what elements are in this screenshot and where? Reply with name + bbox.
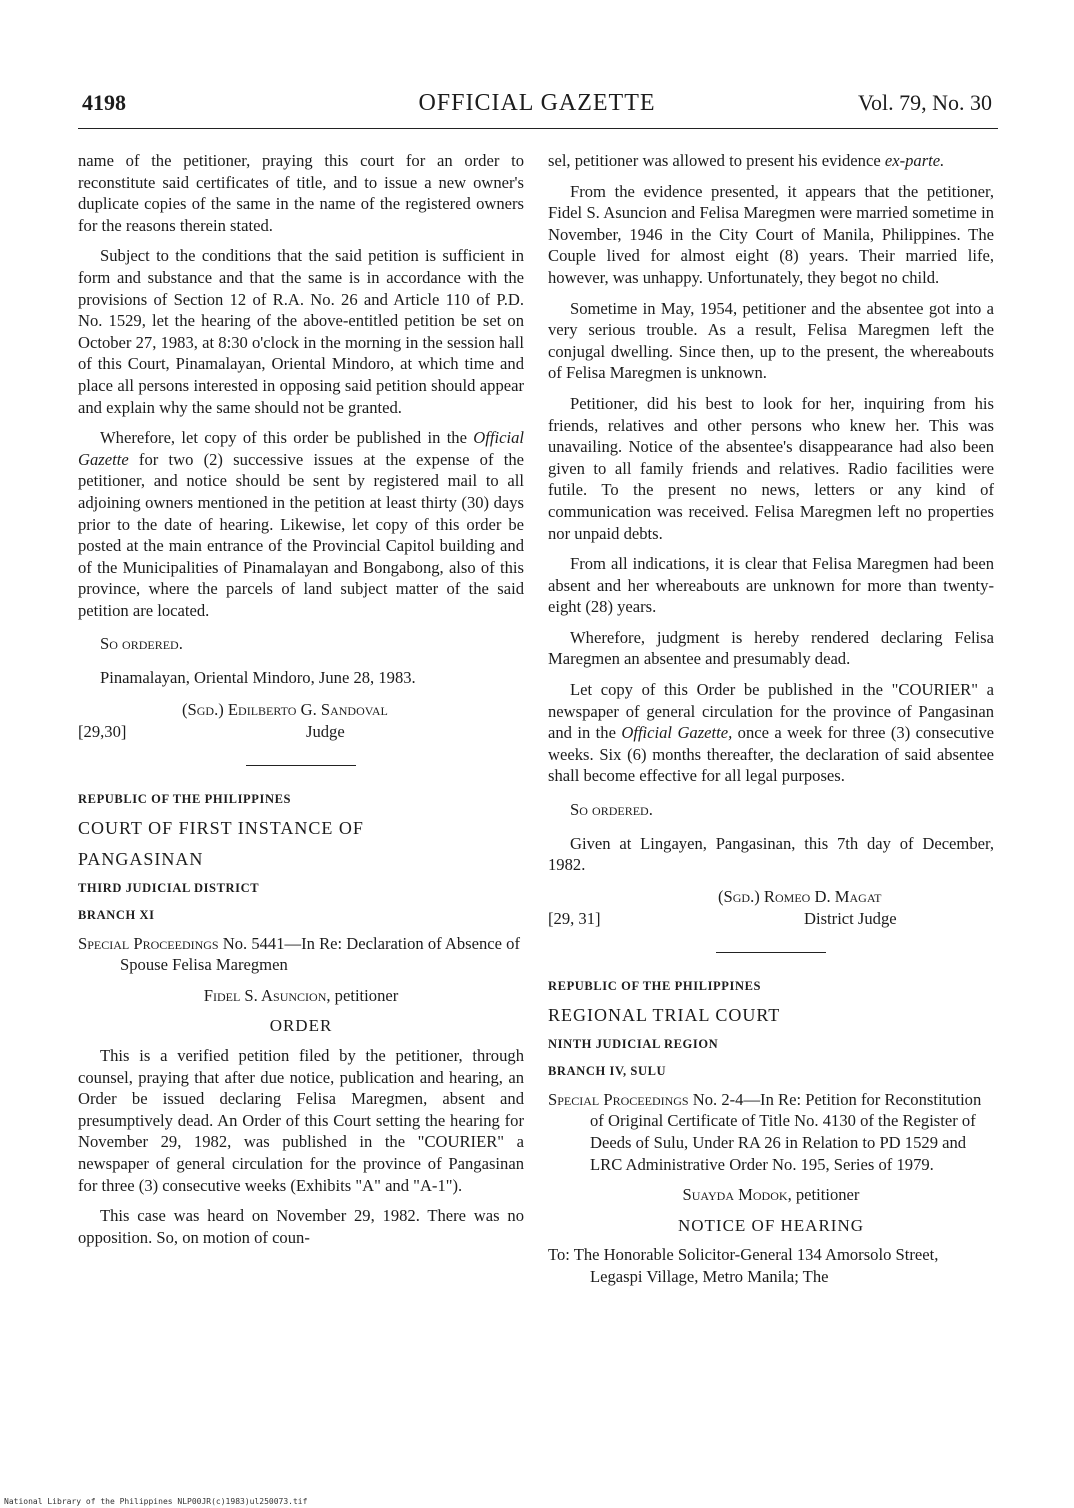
signatory-title: District Judge (804, 908, 897, 928)
paragraph: From all indications, it is clear that Felisa Maregmen had been absent and her whereabouts are unknown for more than twenty-eight (28) years. (548, 554, 994, 617)
page-number: 4198 (82, 90, 126, 115)
section-divider (246, 765, 356, 766)
paragraph: Let copy of this Order be published in the "COURIER" a newspaper of general circulation for the province of Pangasinan and in the Official Gazette, once a week for three (3) consecutive weeks. Six (6) months thereafter, the declaration of said absentee shall become effective for all legal purposes. (548, 680, 994, 786)
given-line: Given at Lingayen, Pangasinan, this 7th day of December, 1982. (548, 833, 994, 875)
case-caption: Special Proceedings No. 2-4—In Re: Petition for Reconstitution of Original Certificate of Title No. 4130 of the Register of Deeds of Sulu, Under RA 26 in Relation to PD 1529 and LRC Administrative Order No. 195, Series of 1979. (548, 1089, 982, 1174)
court-heading: PANGASINAN (78, 848, 204, 869)
place-date: Pinamalayan, Oriental Mindoro, June 28, 1983. (100, 668, 416, 688)
paragraph: Sometime in May, 1954, petitioner and the absentee got into a very serious trouble. As a result, Felisa Maregmen left the conjugal dwelling. Since then, up to the present, the whereabouts of Felisa Maregmen is unknown. (548, 298, 994, 383)
archive-note: National Library of the Philippines NLP00JR(c)1983)ul250073.tif (4, 1497, 308, 1506)
petitioner-line: Fidel S. Asuncion, petitioner (203, 985, 399, 1005)
district-heading: THIRD JUDICIAL DISTRICT (78, 880, 260, 895)
republic-heading: REPUBLIC OF THE PHILIPPINES (548, 978, 762, 993)
so-ordered: So ordered. (570, 800, 653, 820)
volume-issue: Vol. 79, No. 30 (857, 90, 992, 115)
court-heading: COURT OF FIRST INSTANCE OF (78, 817, 364, 838)
order-title: ORDER (269, 1016, 333, 1036)
court-heading: REGIONAL TRIAL COURT (548, 1004, 781, 1025)
signatory: (Sgd.) Edilberto G. Sandoval (182, 699, 388, 719)
left-column (78, 150, 524, 1257)
signatory: (Sgd.) Romeo D. Magat (718, 886, 882, 906)
branch-heading: BRANCH XI (78, 907, 155, 922)
signature-block (78, 699, 524, 743)
paragraph: Subject to the conditions that the said petition is sufficient in form and substance and that the same is in accordance with the provisions of Section 12 of R.A. No. 26 and Article 110 of P.D. No. 1529, let the hearing of the above-entitled petition be set on October 27, 1983, at 8:30 o'clock in the morning in the session hall of this Court, Pinamalayan, Oriental Mindoro, at which time and place all persons interested in opposing said petition should appear and explain why the same should not be granted. (78, 246, 524, 417)
notice-title: NOTICE OF HEARING (677, 1215, 865, 1235)
signatory-title: Judge (306, 721, 345, 741)
paragraph: Petitioner, did his best to look for her, inquiring from his friends, relatives and other persons who knew her. This was unavailing. Notice of the absentee's disappearance had also been given to all family friends and relatives. Radio facilities were futile. To the present no news, letters or any kind of communication was received. Felisa Maregmen left no properties nor unpaid debts. (548, 393, 994, 543)
branch-heading: BRANCH IV, SULU (548, 1063, 667, 1078)
republic-heading: REPUBLIC OF THE PHILIPPINES (78, 791, 292, 806)
issue-numbers: [29, 31] (548, 908, 601, 928)
paragraph: This case was heard on November 29, 1982. There was no opposition. So, on motion of coun- (78, 1206, 524, 1247)
header-rule (78, 128, 998, 129)
issue-numbers: [29,30] (78, 721, 127, 741)
addressee: To: The Honorable Solicitor-General 134 Amorsolo Street, Legaspi Village, Metro Manila; The (548, 1245, 939, 1286)
paragraph: This is a verified petition filed by the petitioner, through counsel, praying that after due notice, publication and hearing, an Order be issued declaring Felisa Maregmen, absent and presumptively dead. An Order of this Court setting the hearing for November 29, 1982, was published in the "COURIER" a newspaper of general circulation for the province of Pangasinan for three (3) consecutive weeks (Exhibits "A" and "A-1"). (78, 1046, 524, 1195)
case-caption: Special Proceedings No. 5441—In Re: Declaration of Absence of Spouse Felisa Maregmen (78, 933, 520, 975)
gazette-title: OFFICIAL GAZETTE (418, 90, 656, 116)
petitioner-line: Suayda Modok, petitioner (682, 1185, 860, 1205)
paragraph: sel, petitioner was allowed to present his evidence ex-parte. (548, 151, 945, 170)
paragraph: Wherefore, let copy of this order be published in the Official Gazette for two (2) successive issues at the expense of the petitioner, and notice should be sent by registered mail to all adjoining owners mentioned in the petition at least thirty (30) days prior to the date of hearing. Likewise, let copy of this order be posted at the main entrance of the Provincial Capitol building and of the Municipalities of Pinamalayan and Bongabong, also of this province, where the parcels of land subject matter of the said petition are located. (78, 428, 524, 620)
region-heading: NINTH JUDICIAL REGION (548, 1036, 719, 1051)
paragraph: Wherefore, judgment is hereby rendered declaring Felisa Maregmen an absentee and presumably dead. (548, 627, 994, 669)
so-ordered: So ordered. (100, 634, 183, 654)
right-column (548, 150, 994, 1297)
section-divider (716, 952, 826, 953)
signature-block (548, 886, 994, 930)
paragraph: From the evidence presented, it appears that the petitioner, Fidel S. Asuncion and Felisa Maregmen were married sometime in November, 1946 in the City Court of Manila, Philippines. The Couple lived for almost eight (8) years. Their married life, however, was unhappy. Unfortunately, they begot no child. (548, 181, 994, 287)
paragraph: name of the petitioner, praying this court for an order to reconstitute said certificates of title, and to issue a new owner's duplicate copies of the same in the name of the registered owners for the reasons therein stated. (78, 151, 524, 235)
